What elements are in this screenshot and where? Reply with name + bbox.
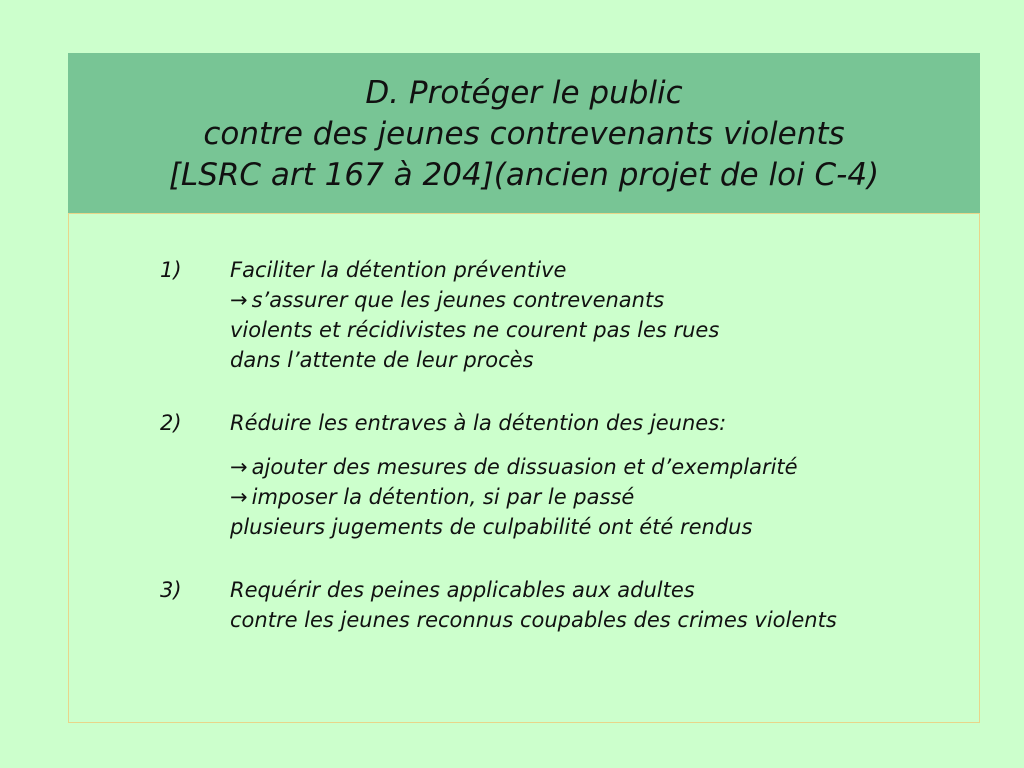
slide-content bbox=[68, 213, 980, 723]
continuation-line: violents et récidivistes ne courent pas les rues bbox=[230, 318, 720, 342]
item-number: 1) bbox=[160, 258, 182, 282]
arrow-line bbox=[230, 482, 798, 512]
arrow-line-text: s’assurer que les jeunes contrevenants bbox=[251, 288, 665, 312]
continuation-line: dans l’attente de leur procès bbox=[230, 348, 534, 372]
continuation-line: contre les jeunes reconnus coupables des crimes violents bbox=[230, 608, 837, 632]
item-number: 2) bbox=[160, 411, 182, 435]
arrow-line bbox=[230, 285, 719, 315]
arrow-line-text: imposer la détention, si par le passé bbox=[251, 485, 635, 509]
arrow-line-text: ajouter des mesures de dissuasion et d’exemplarité bbox=[251, 455, 798, 479]
right-arrow-icon: → bbox=[230, 455, 248, 479]
item-heading: Réduire les entraves à la détention des jeunes: bbox=[230, 411, 727, 435]
slide-title bbox=[68, 53, 980, 213]
title-line-1: D. Protéger le public bbox=[365, 74, 683, 111]
item-heading: Requérir des peines applicables aux adultes bbox=[230, 578, 695, 602]
item-heading: Faciliter la détention préventive bbox=[230, 258, 567, 282]
title-line-3: [LSRC art 167 à 204](ancien projet de loi C-4) bbox=[168, 156, 880, 193]
continuation-line: plusieurs jugements de culpabilité ont été rendus bbox=[230, 515, 753, 539]
item-number: 3) bbox=[160, 578, 182, 602]
arrow-line bbox=[230, 452, 798, 482]
right-arrow-icon: → bbox=[230, 288, 248, 312]
right-arrow-icon: → bbox=[230, 485, 248, 509]
title-line-2: contre des jeunes contrevenants violents bbox=[203, 115, 845, 152]
